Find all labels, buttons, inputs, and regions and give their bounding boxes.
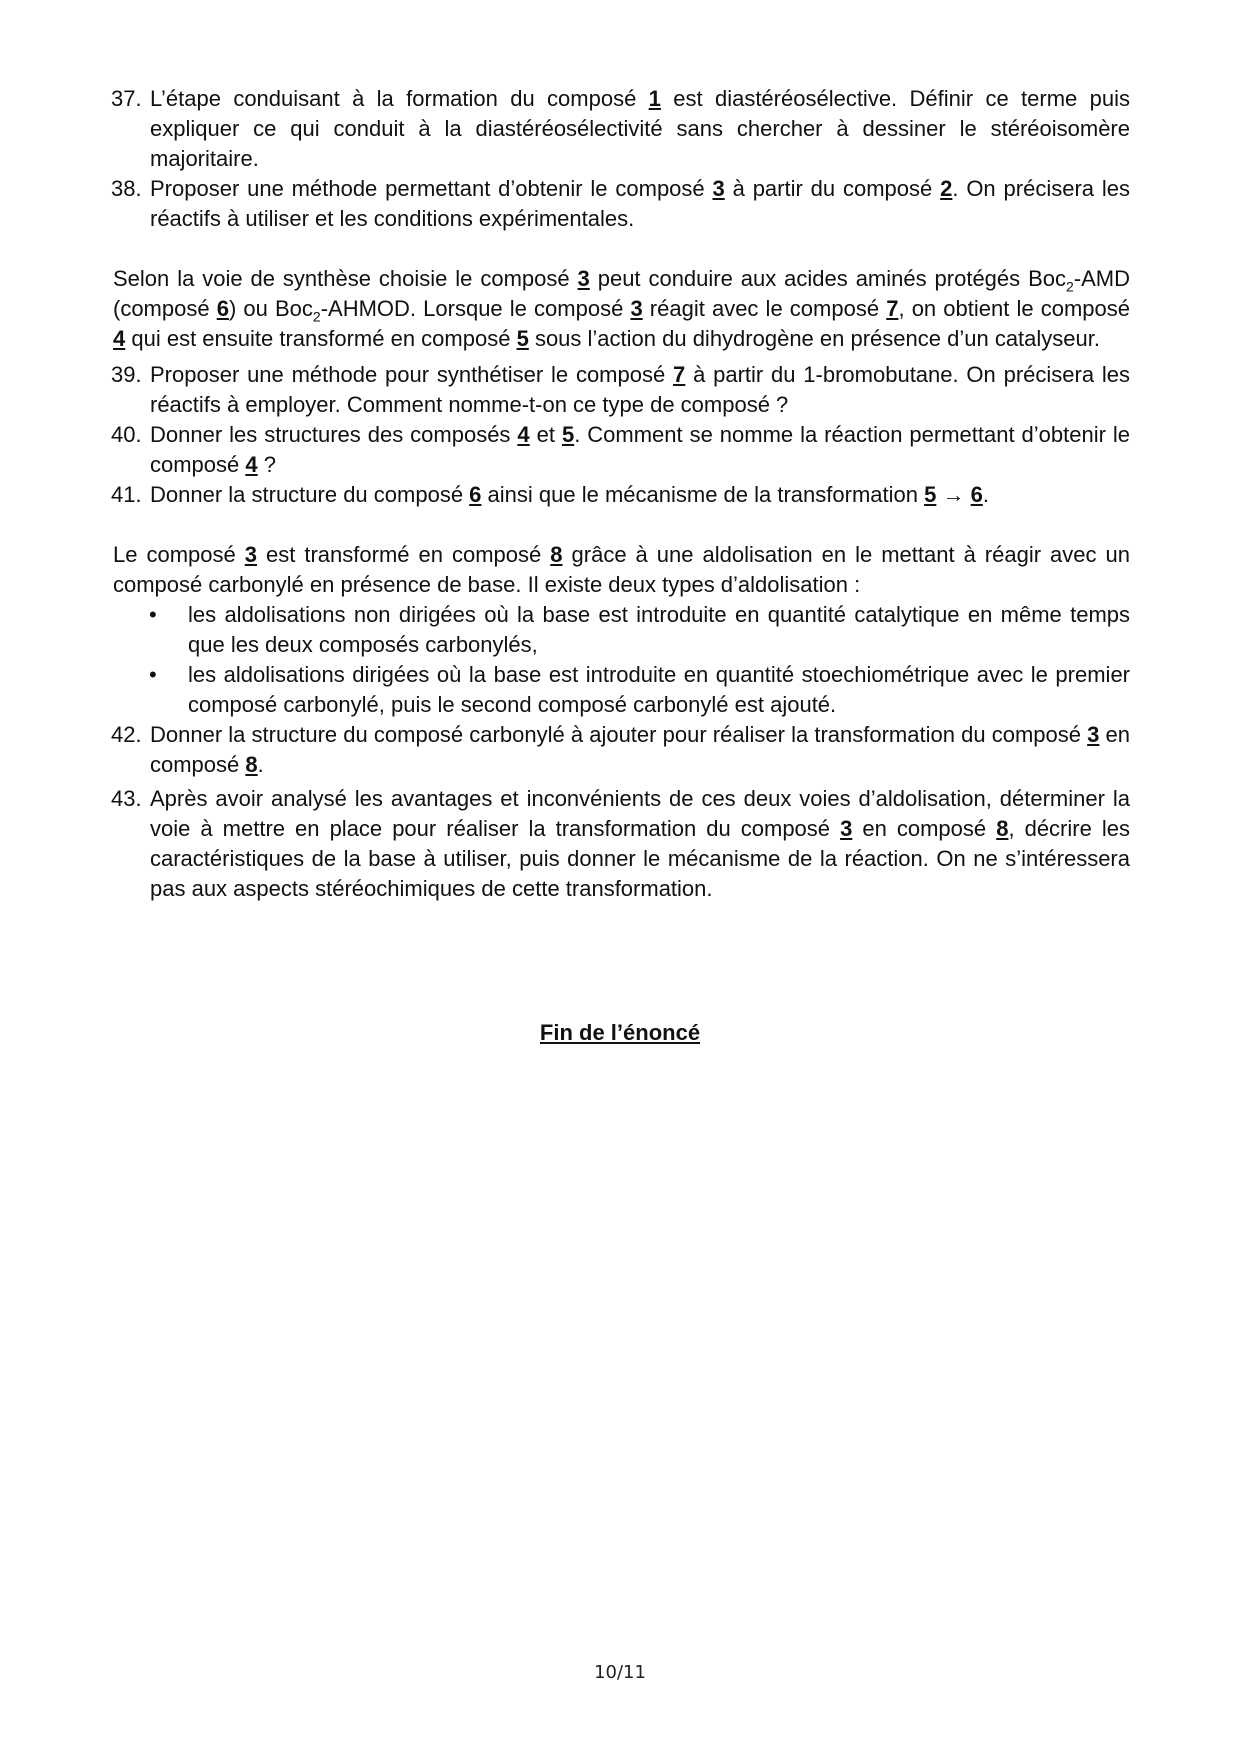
paragraph-text: -AMD (composé	[113, 266, 1130, 321]
question-text: est diastéréosélective. Définir ce terme puis expliquer ce qui conduit à la diastéréosélectivité sans chercher à dessiner le stéréoisomère majoritaire.	[150, 86, 1130, 171]
question-text: en composé	[852, 816, 997, 841]
compound-ref: 3	[244, 542, 257, 567]
question-42	[113, 720, 1130, 780]
list-item	[113, 600, 1130, 660]
question-number: 40.	[111, 422, 142, 447]
aldolisation-types-list	[113, 600, 1130, 720]
compound-ref: 6	[970, 482, 983, 507]
end-of-statement: Fin de l’énoncé	[539, 1020, 701, 1045]
question-43	[113, 784, 1130, 904]
compound-ref: 4	[517, 422, 530, 447]
question-text: ?	[257, 452, 276, 477]
compound-ref: 4	[245, 452, 258, 477]
question-text: .	[982, 482, 989, 507]
question-number: 37.	[111, 86, 142, 111]
question-41	[113, 480, 1130, 510]
paragraph-text: grâce à une aldolisation en le mettant à réagir avec un composé carbonylé en présence de base. Il existe deux types d’aldolisation :	[113, 542, 1131, 597]
list-item	[113, 660, 1130, 720]
compound-ref: 3	[577, 266, 590, 291]
arrow-symbol: →	[936, 482, 971, 507]
question-text: Proposer une méthode permettant d’obtenir le composé	[150, 176, 713, 201]
question-text: , décrire les caractéristiques de la base à utiliser, puis donner le mécanisme de la réaction. On ne s’intéressera pas aux aspects stéréochimiques de cette transformation.	[150, 816, 1130, 901]
paragraph-text: Le composé	[113, 542, 245, 567]
paragraph-text: réagit avec le composé	[642, 296, 887, 321]
compound-ref: 5	[561, 422, 575, 447]
paragraph-text: Selon la voie de synthèse choisie le composé	[113, 266, 578, 291]
compound-ref: 6	[469, 482, 482, 507]
question-39	[113, 360, 1130, 420]
compound-ref: 2	[940, 176, 953, 201]
compound-ref: 8	[996, 816, 1009, 841]
question-38	[113, 174, 1130, 234]
compound-ref: 5	[924, 482, 937, 507]
compound-ref: 3	[840, 816, 853, 841]
question-text: à partir du composé	[724, 176, 941, 201]
paragraph-text: -AHMOD. Lorsque le composé	[320, 296, 631, 321]
compound-ref: 3	[630, 296, 643, 321]
paragraph-text: qui est ensuite transformé en composé	[125, 326, 517, 351]
list-item-text: les aldolisations dirigées où la base est introduite en quantité stoechiométrique avec le premier composé carbonylé, puis le second composé carbonylé est ajouté.	[188, 662, 1130, 717]
compound-ref: 7	[886, 296, 899, 321]
compound-ref: 5	[516, 326, 529, 351]
question-text: . On précisera les réactifs à utiliser et les conditions expérimentales.	[150, 176, 1130, 231]
subscript: 2	[312, 308, 321, 325]
paragraph-text: est transformé en composé	[257, 542, 551, 567]
page-number: 10/11	[594, 1662, 646, 1683]
question-text: et	[529, 422, 562, 447]
compound-ref: 6	[216, 296, 229, 321]
question-text: à partir du 1-bromobutane. On précisera les réactifs à employer. Comment nomme-t-on ce type de composé ?	[150, 362, 1130, 417]
bullet-icon: •	[149, 662, 157, 687]
bullet-icon: •	[149, 602, 157, 627]
paragraph-synthesis-route	[113, 264, 1130, 354]
question-text: . Comment se nomme la réaction permettant d’obtenir le composé	[150, 422, 1130, 477]
paragraph-text: peut conduire aux acides aminés protégés Boc	[589, 266, 1066, 291]
question-number: 42.	[111, 722, 142, 747]
question-text: Donner la structure du composé	[150, 482, 470, 507]
compound-ref: 8	[550, 542, 563, 567]
question-40	[113, 420, 1130, 480]
compound-ref: 3	[712, 176, 725, 201]
question-number: 39.	[111, 362, 142, 387]
question-text: L’étape conduisant à la formation du composé	[150, 86, 649, 111]
question-text: .	[257, 752, 264, 777]
compound-ref: 4	[113, 326, 126, 351]
question-text: Donner les structures des composés	[150, 422, 518, 447]
paragraph-text: ) ou Boc	[228, 296, 313, 321]
question-text: Après avoir analysé les avantages et inconvénients de ces deux voies d’aldolisation, déterminer la voie à mettre en place pour réaliser la transformation du composé	[150, 786, 1130, 841]
document-body	[113, 84, 1130, 904]
paragraph-text: , on obtient le composé	[898, 296, 1130, 321]
question-text: en composé	[150, 722, 1130, 777]
paragraph-text: sous l’action du dihydrogène en présence d’un catalyseur.	[528, 326, 1100, 351]
list-item-text: les aldolisations non dirigées où la base est introduite en quantité catalytique en même temps que les deux composés carbonylés,	[188, 602, 1130, 657]
compound-ref: 3	[1087, 722, 1100, 747]
question-text: Donner la structure du composé carbonylé à ajouter pour réaliser la transformation du composé	[150, 722, 1088, 747]
question-number: 38.	[111, 176, 142, 201]
paragraph-aldolisation	[113, 540, 1130, 600]
compound-ref: 1	[648, 86, 661, 111]
subscript: 2	[1065, 278, 1074, 295]
question-number: 43.	[111, 786, 142, 811]
question-text: ainsi que le mécanisme de la transformation	[481, 482, 925, 507]
question-37	[113, 84, 1130, 174]
question-number: 41.	[111, 482, 142, 507]
question-text: Proposer une méthode pour synthétiser le composé	[150, 362, 674, 387]
compound-ref: 7	[673, 362, 686, 387]
compound-ref: 8	[245, 752, 258, 777]
